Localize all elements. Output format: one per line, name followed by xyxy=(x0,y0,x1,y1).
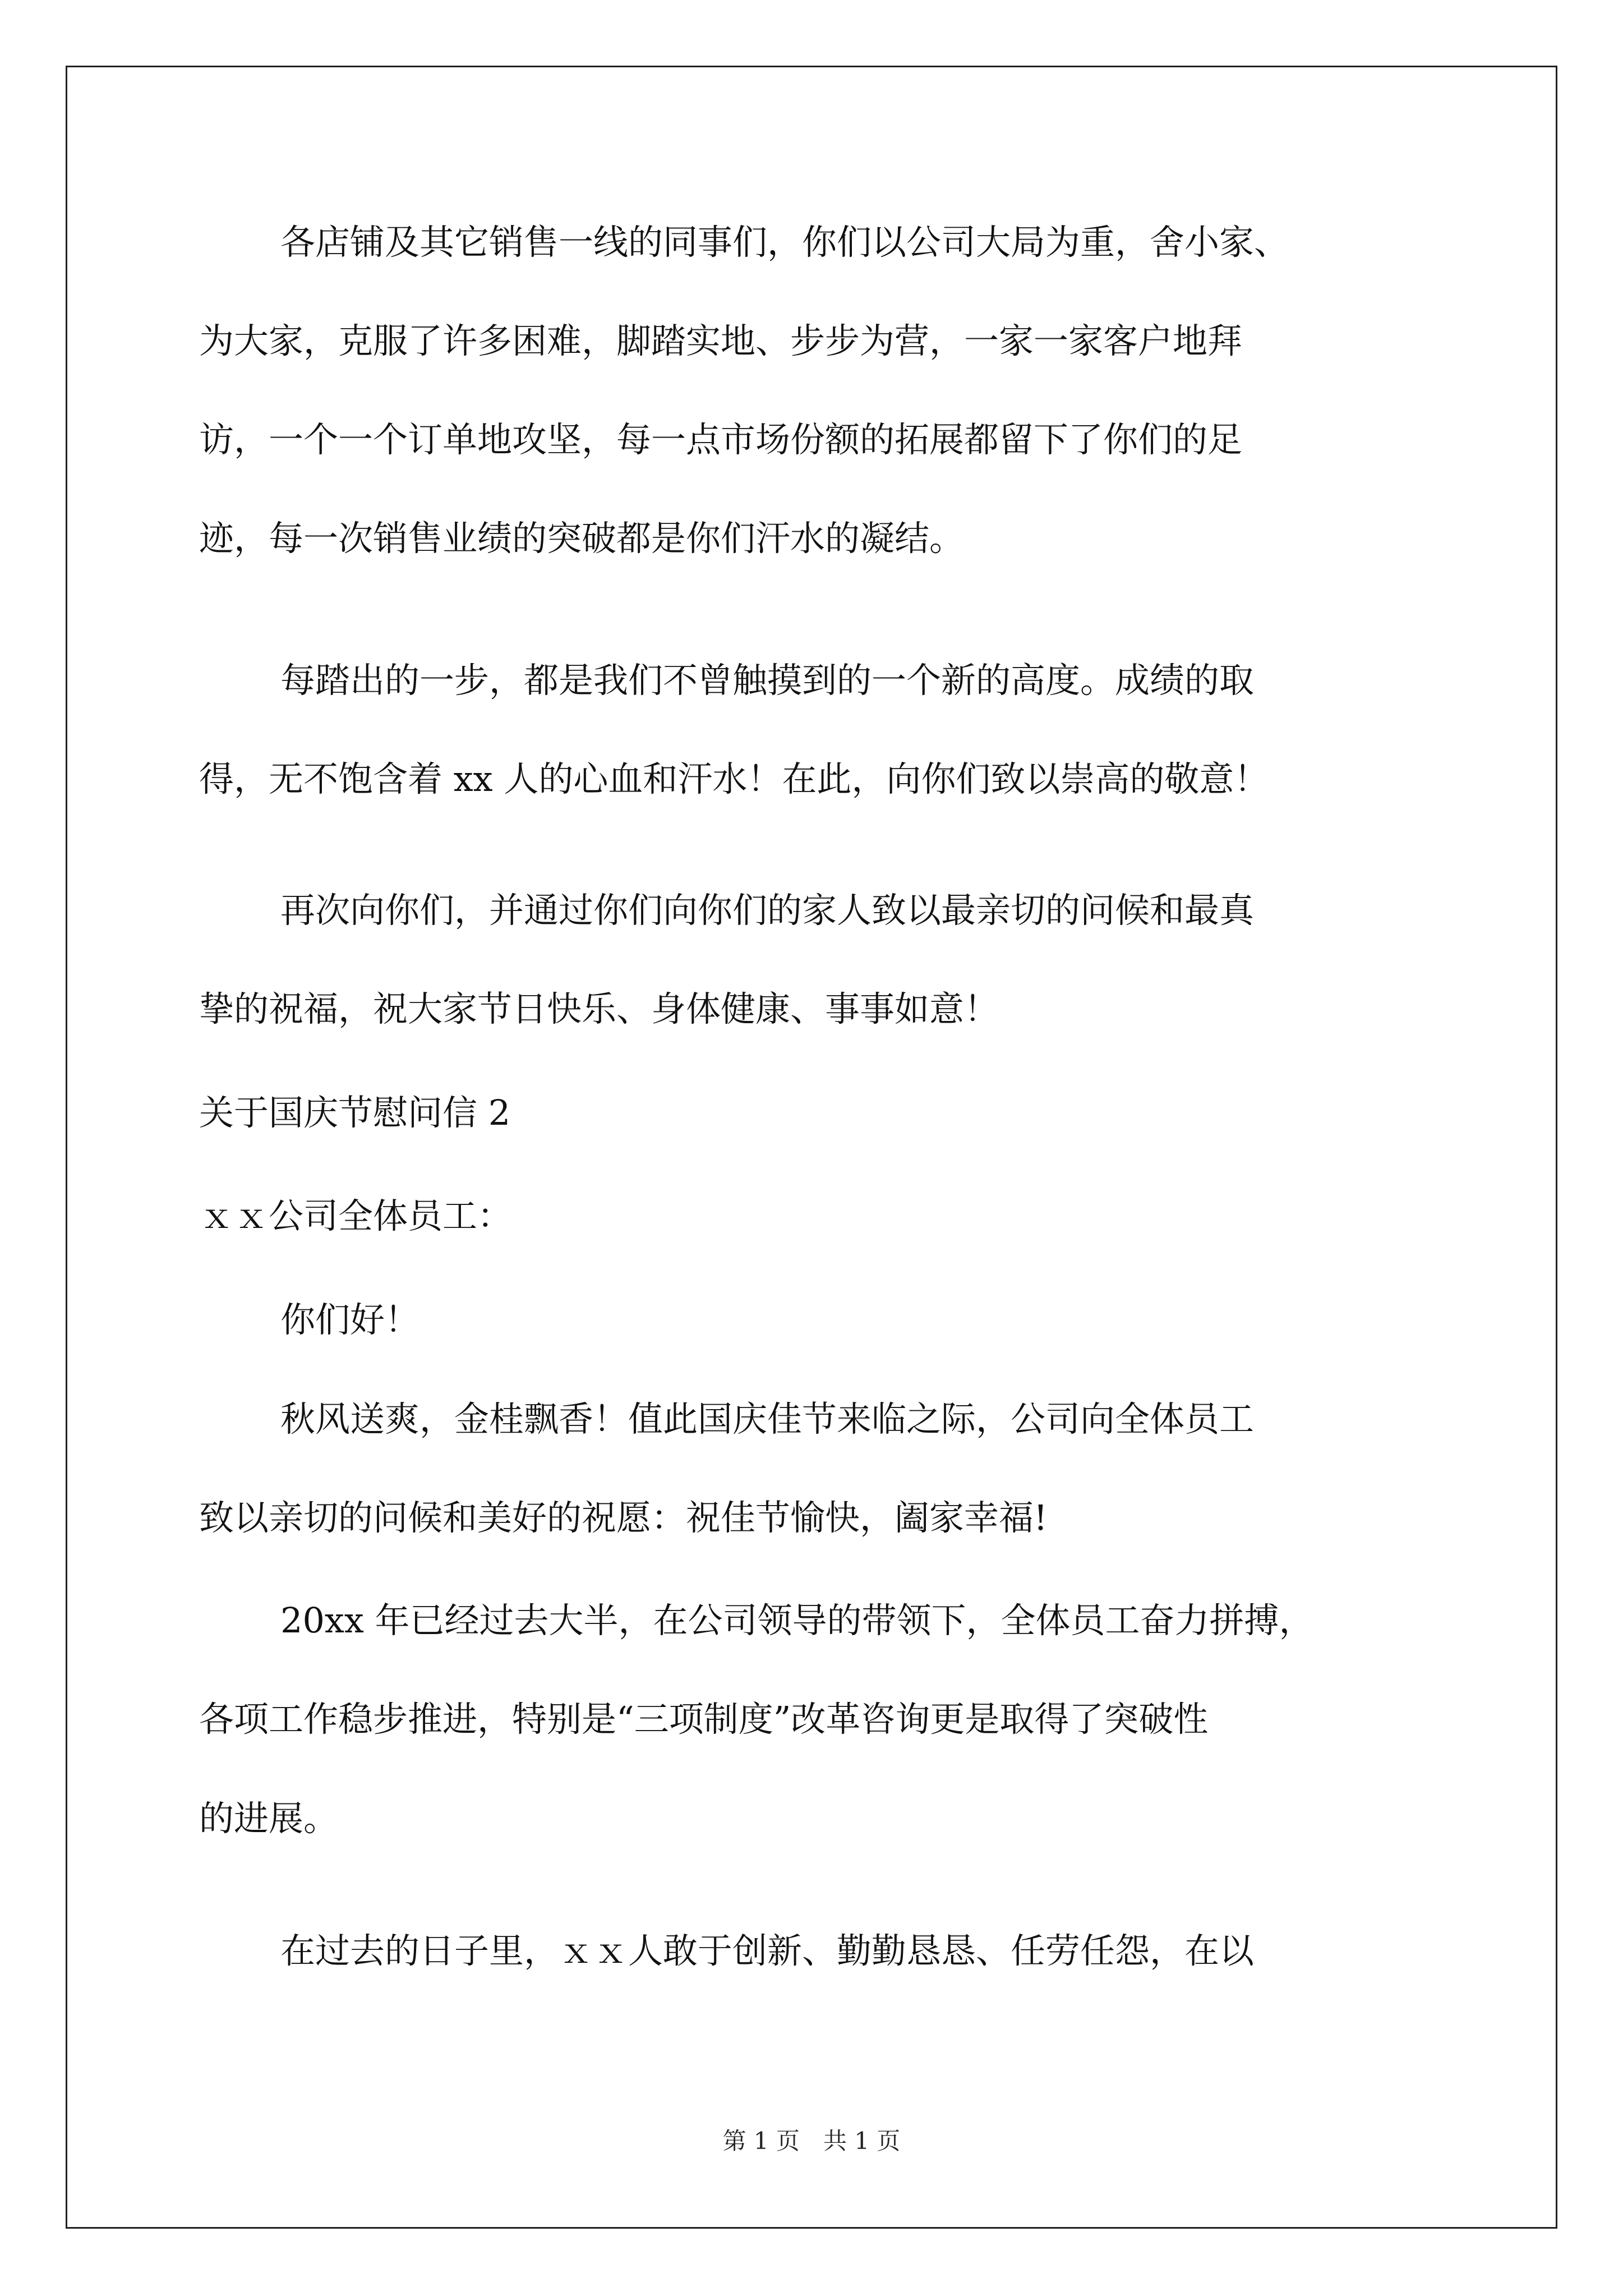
paragraph-1-line-2: 为大家，克服了许多困难，脚踏实地、步步为营，一家一家客户地拜 xyxy=(199,320,1243,361)
paragraph-1-line-3: 访，一个一个订单地攻坚，每一点市场份额的拓展都留下了你们的足 xyxy=(199,419,1243,460)
paragraph-3-line-2: 挚的祝福，祝大家节日快乐、身体健康、事事如意！ xyxy=(199,988,999,1029)
paragraph-9-line-1: 在过去的日子里，ｘｘ人敢于创新、勤勤恳恳、任劳任怨，在以 xyxy=(280,1930,1255,1971)
paragraph-6-line-1: 你们好！ xyxy=(280,1299,420,1340)
paragraph-7-line-1: 秋风送爽，金桂飘香！值此国庆佳节来临之际，公司向全体员工 xyxy=(280,1398,1255,1439)
page-border xyxy=(66,66,1557,2229)
paragraph-3-line-1: 再次向你们，并通过你们向你们的家人致以最亲切的问候和最真 xyxy=(280,890,1255,931)
paragraph-4-line-1: 关于国庆节慰问信 2 xyxy=(199,1092,511,1133)
paragraph-5-line-1: ｘｘ公司全体员工： xyxy=(199,1195,513,1236)
paragraph-2-line-2: 得，无不饱含着 xx 人的心血和汗水！在此，向你们致以崇高的敬意！ xyxy=(199,758,1269,799)
paragraph-8-line-3: 的进展。 xyxy=(199,1798,339,1839)
paragraph-7-line-2: 致以亲切的问候和美好的祝愿：祝佳节愉快，阖家幸福! xyxy=(199,1497,1048,1538)
page-footer: 第 1 页 共 1 页 xyxy=(722,2127,901,2155)
paragraph-1-line-4: 迹，每一次销售业绩的突破都是你们汗水的凝结。 xyxy=(199,518,965,559)
paragraph-2-line-1: 每踏出的一步，都是我们不曾触摸到的一个新的高度。成绩的取 xyxy=(280,660,1255,701)
paragraph-8-line-1: 20xx 年已经过去大半，在公司领导的带领下，全体员工奋力拼搏， xyxy=(280,1600,1314,1641)
paragraph-1-line-1: 各店铺及其它销售一线的同事们，你们以公司大局为重，舍小家、 xyxy=(280,222,1289,263)
paragraph-8-line-2: 各项工作稳步推进，特别是“三项制度”改革咨询更是取得了突破性 xyxy=(199,1699,1209,1740)
